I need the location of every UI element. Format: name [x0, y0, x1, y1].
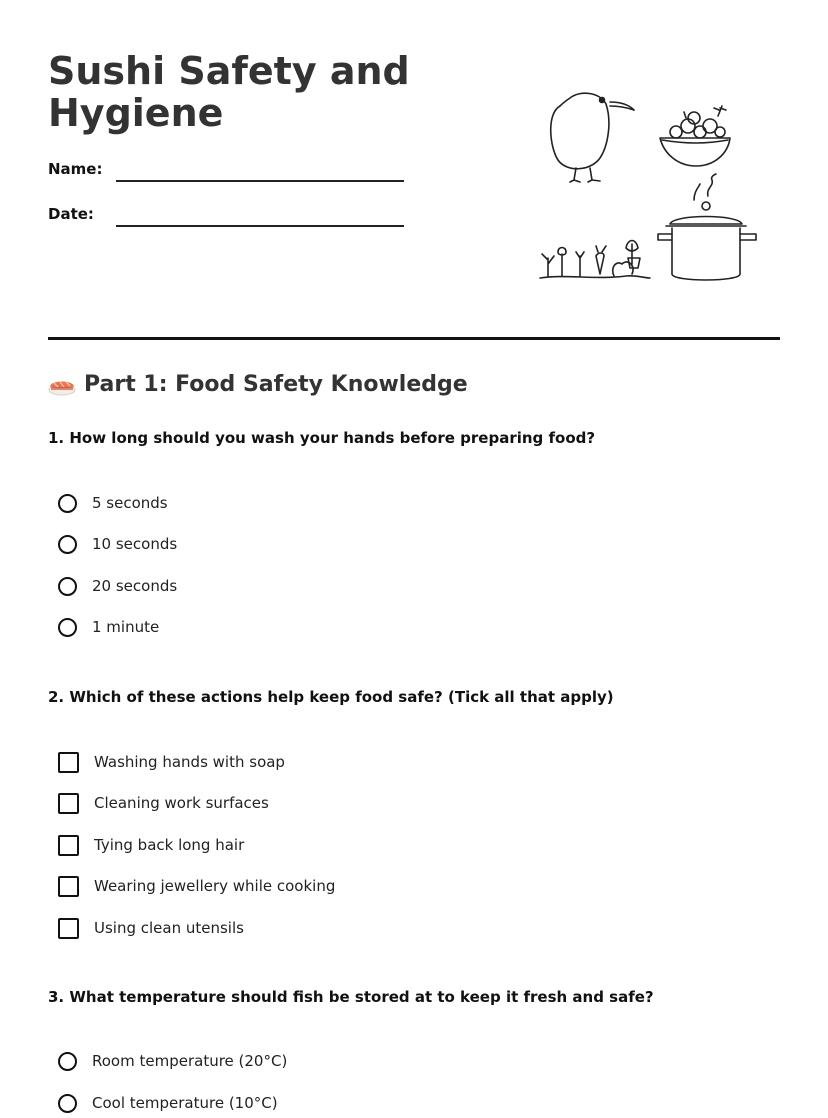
checkbox[interactable]: [58, 752, 79, 773]
page-title: Sushi Safety and Hygiene: [48, 49, 410, 135]
q1-option-1[interactable]: [58, 491, 168, 515]
q2-option-1[interactable]: [58, 750, 285, 774]
q3-option-2[interactable]: [58, 1091, 278, 1115]
question-2: 2. Which of these actions help keep food safe? (Tick all that apply): [48, 688, 614, 706]
option-label: Wearing jewellery while cooking: [94, 877, 336, 895]
q2-option-4[interactable]: [58, 874, 335, 898]
checkbox[interactable]: [58, 835, 79, 856]
option-label: Room temperature (20°C): [92, 1052, 288, 1070]
q2-option-5[interactable]: [58, 916, 244, 940]
q1-option-2[interactable]: [58, 532, 177, 556]
date-label: Date:: [48, 205, 94, 223]
illustration: [536, 88, 762, 288]
q2-option-3[interactable]: [58, 833, 244, 857]
date-field[interactable]: [116, 225, 404, 227]
radio-button[interactable]: [58, 494, 77, 513]
part1-title: [48, 372, 468, 397]
cooking-pot-icon: [658, 174, 756, 280]
radio-button[interactable]: [58, 535, 77, 554]
option-label: 5 seconds: [92, 494, 168, 512]
question-1: 1. How long should you wash your hands before preparing food?: [48, 429, 596, 447]
fruit-bowl-icon: [660, 106, 730, 166]
option-label: Tying back long hair: [94, 836, 245, 854]
radio-button[interactable]: [58, 618, 77, 637]
name-label: Name:: [48, 160, 103, 178]
option-label: Cool temperature (10°C): [92, 1094, 278, 1112]
q1-option-4[interactable]: [58, 615, 159, 639]
q3-option-1[interactable]: [58, 1049, 287, 1073]
checkbox[interactable]: [58, 876, 79, 897]
option-label: 20 seconds: [92, 577, 178, 595]
checkbox[interactable]: [58, 918, 79, 939]
option-label: Washing hands with soap: [94, 753, 285, 771]
kiwi-bird-icon: [551, 93, 634, 182]
radio-button[interactable]: [58, 577, 77, 596]
option-label: Cleaning work surfaces: [94, 794, 269, 812]
section-divider: [48, 337, 780, 340]
vegetable-garden-icon: [540, 241, 650, 279]
radio-button[interactable]: [58, 1052, 77, 1071]
radio-button[interactable]: [58, 1094, 77, 1113]
option-label: Using clean utensils: [94, 919, 244, 937]
sushi-icon: [48, 373, 76, 397]
q1-option-3[interactable]: [58, 574, 177, 598]
part1-title-text: Part 1: Food Safety Knowledge: [84, 372, 468, 397]
checkbox[interactable]: [58, 793, 79, 814]
option-label: 10 seconds: [92, 535, 178, 553]
name-field[interactable]: [116, 180, 404, 182]
question-3: 3. What temperature should fish be stored at to keep it fresh and safe?: [48, 988, 654, 1006]
q2-option-2[interactable]: [58, 791, 269, 815]
option-label: 1 minute: [92, 618, 160, 636]
